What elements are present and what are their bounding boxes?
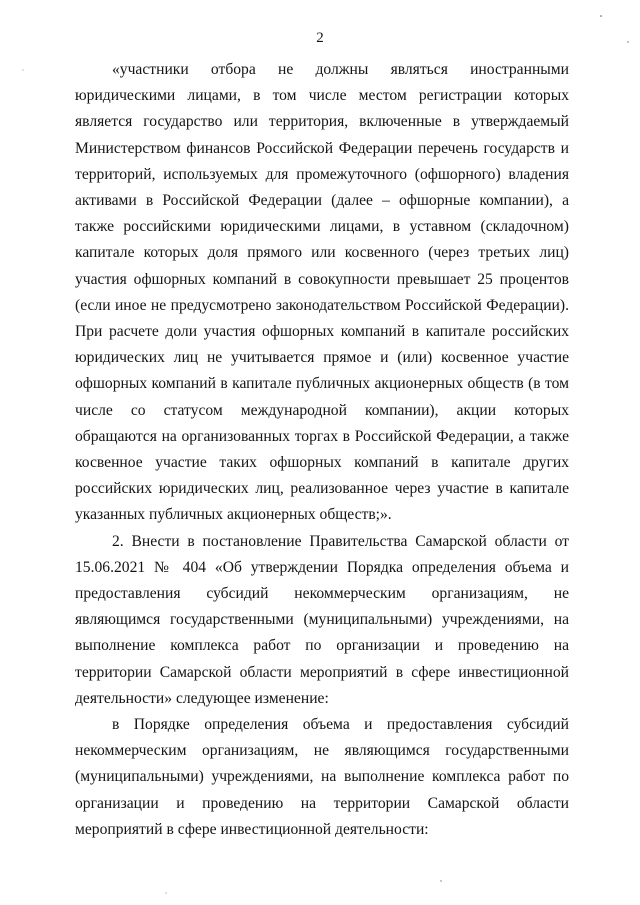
paragraph-amend-resolution: 2. Внести в постановление Правительства Самарской области от 15.06.2021 № 404 «Об утверждении Порядка определения объема и предоставления субсидий некоммерческим организациям, не являющимся государственными (муниципальными) учреждениями, на выполнение комплекса работ по организации и проведению на территории Самарской области мероприятий в сфере инвестиционной деятельности» следующее изменение: <box>75 532 569 707</box>
paragraph-procedure-changes: в Порядке определения объема и предоставления субсидий некоммерческим организациям, не являющимся государственными (муниципальными) учреждениями, на выполнение комплекса работ по организации и проведению на территории Самарской области мероприятий в сфере инвестиционной деятельности: <box>75 716 569 838</box>
document-body <box>75 57 569 843</box>
page-number: 2 <box>316 30 324 46</box>
paragraph-offshore-requirement: «участники отбора не должны являться иностранными юридическими лицами, в том числе местом регистрации которых является государство или территория, включенные в утверждаемый Министерством финансов Российской Федерации перечень государств и территорий, используемых для промежуточного (офшорного) владения активами в Российской Федерации (далее – офшорные компании), а также российскими юридическими лицами, в уставном (складочном) капитале которых доля прямого или косвенного (через третьих лиц) участия офшорных компаний в совокупности превышает 25 процентов (если иное не предусмотрено законодательством Российской Федерации). При расчете доли участия офшорных компаний в капитале российских юридических лиц не учитывается прямое и (или) косвенное участие офшорных компаний в капитале публичных акционерных обществ (в том числе со статусом международной компании), акции которых обращаются на организованных торгах в Российской Федерации, а также косвенное участие таких офшорных компаний в капитале других российских юридических лиц, реализованное через участие в капитале указанных публичных акционерных обществ;». <box>75 61 569 524</box>
